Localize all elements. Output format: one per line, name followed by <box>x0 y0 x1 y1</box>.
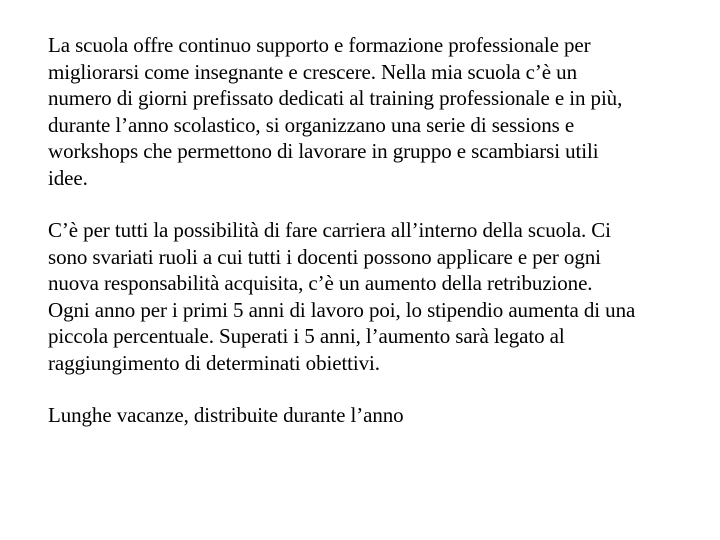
text-line: raggiungimento di determinati obiettivi. <box>48 350 380 375</box>
text-line: Lunghe vacanze, distribuite durante l’anno <box>48 403 404 427</box>
document-page <box>48 32 708 455</box>
text-line: Ogni anno per i primi 5 anni di lavoro poi, lo stipendio aumenta di una <box>48 297 636 322</box>
text-line: workshops che permettono di lavorare in gruppo e scambiarsi utili <box>48 139 599 163</box>
text-line: numero di giorni prefissato dedicati al training professionale e in più, <box>48 86 623 110</box>
text-line: C’è per tutti la possibilità di fare carriera all’interno della scuola. Ci <box>48 218 611 242</box>
paragraph-vacations <box>48 402 708 429</box>
text-line: durante l’anno scolastico, si organizzano una serie di sessions e <box>48 112 575 137</box>
text-line: idee. <box>48 165 88 190</box>
paragraph-career <box>48 217 708 376</box>
text-line: nuova responsabilità acquisita, c’è un aumento della retribuzione. <box>48 271 593 295</box>
text-line: piccola percentuale. Superati i 5 anni, l’aumento sarà legato al <box>48 324 565 348</box>
text-line: sono svariati ruoli a cui tutti i docenti possono applicare e per ogni <box>48 244 601 269</box>
text-line: La scuola offre continuo supporto e formazione professionale per <box>48 33 591 57</box>
paragraph-professional-development <box>48 32 708 191</box>
text-line: migliorarsi come insegnante e crescere. Nella mia scuola c’è un <box>48 59 577 84</box>
